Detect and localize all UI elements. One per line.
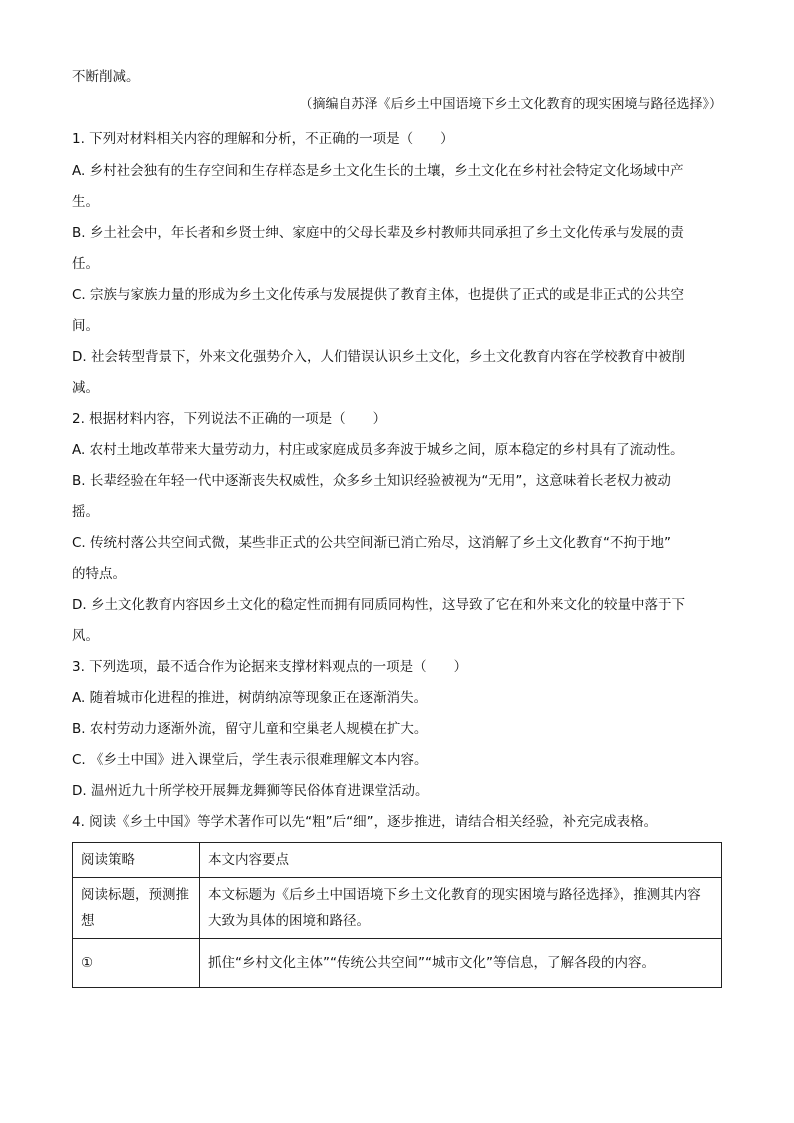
option-3b: B. 农村劳动力逐渐外流，留守儿童和空巢老人规模在扩大。 bbox=[72, 721, 428, 737]
table-cell: 阅读标题，预测推想 bbox=[73, 878, 200, 939]
option-3c: C. 《乡土中国》进入课堂后，学生表示很难理解文本内容。 bbox=[72, 752, 428, 768]
table-header-cell: 本文内容要点 bbox=[200, 843, 722, 878]
table-row bbox=[73, 939, 722, 988]
option-1c: C. 宗族与家族力量的形成为乡土文化传承与发展提供了教育主体，也提供了正式的或是非正式的公共空 bbox=[72, 287, 685, 303]
question-1-stem: 1. 下列对材料相关内容的理解和分析，不正确的一项是（ ） bbox=[72, 131, 454, 147]
option-1c-cont: 间。 bbox=[72, 318, 99, 334]
option-1d-cont: 减。 bbox=[72, 380, 99, 396]
question-3-stem: 3. 下列选项，最不适合作为论据来支撑材料观点的一项是（ ） bbox=[72, 659, 468, 675]
table-row bbox=[73, 878, 722, 939]
source-citation: （摘编自苏泽《后乡土中国语境下乡土文化教育的现实困境与路径选择》） bbox=[299, 97, 722, 112]
table-header-cell: 阅读策略 bbox=[73, 843, 200, 878]
option-2b: B. 长辈经验在年轻一代中逐渐丧失权威性，众多乡土知识经验被视为“无用”，这意味着长老权力被动 bbox=[72, 473, 671, 489]
question-4-stem: 4. 阅读《乡土中国》等学术著作可以先“粗”后“细”，逐步推进，请结合相关经验，补充完成表格。 bbox=[72, 814, 658, 830]
table-cell: ① bbox=[73, 939, 200, 988]
option-1b-cont: 任。 bbox=[72, 256, 99, 272]
table-header-row bbox=[73, 843, 722, 878]
strategy-table bbox=[72, 842, 722, 988]
option-2a: A. 农村土地改革带来大量劳动力，村庄或家庭成员多奔波于城乡之间，原本稳定的乡村具有了流动性。 bbox=[72, 442, 684, 458]
option-2c: C. 传统村落公共空间式微，某些非正式的公共空间渐已消亡殆尽，这消解了乡土文化教育“不拘于地” bbox=[72, 535, 671, 551]
option-1a-cont: 生。 bbox=[72, 194, 99, 210]
option-1d: D. 社会转型背景下，外来文化强势介入，人们错误认识乡土文化，乡土文化教育内容在学校教育中被削 bbox=[72, 349, 685, 365]
option-3a: A. 随着城市化进程的推进，树荫纳凉等现象正在逐渐消失。 bbox=[72, 690, 428, 706]
option-2d: D. 乡土文化教育内容因乡土文化的稳定性而拥有同质同构性，这导致了它在和外来文化的较量中落于下 bbox=[72, 597, 685, 613]
option-1b: B. 乡土社会中，年长者和乡贤士绅、家庭中的父母长辈及乡村教师共同承担了乡土文化传承与发展的责 bbox=[72, 225, 684, 241]
option-2b-cont: 摇。 bbox=[72, 504, 99, 520]
text-line: 不断削减。 bbox=[72, 69, 140, 85]
question-2-stem: 2. 根据材料内容，下列说法不正确的一项是（ ） bbox=[72, 411, 387, 427]
option-3d: D. 温州近九十所学校开展舞龙舞狮等民俗体育进课堂活动。 bbox=[72, 783, 429, 799]
option-1a: A. 乡村社会独有的生存空间和生存样态是乡土文化生长的土壤，乡土文化在乡村社会特定文化场域中产 bbox=[72, 163, 684, 179]
table-cell: 本文标题为《后乡土中国语境下乡土文化教育的现实困境与路径选择》，推测其内容大致为具体的困境和路径。 bbox=[200, 878, 722, 939]
option-2d-cont: 风。 bbox=[72, 628, 99, 644]
option-2c-cont: 的特点。 bbox=[72, 566, 126, 582]
table-cell: 抓住“乡村文化主体”“传统公共空间”“城市文化”等信息，了解各段的内容。 bbox=[200, 939, 722, 988]
